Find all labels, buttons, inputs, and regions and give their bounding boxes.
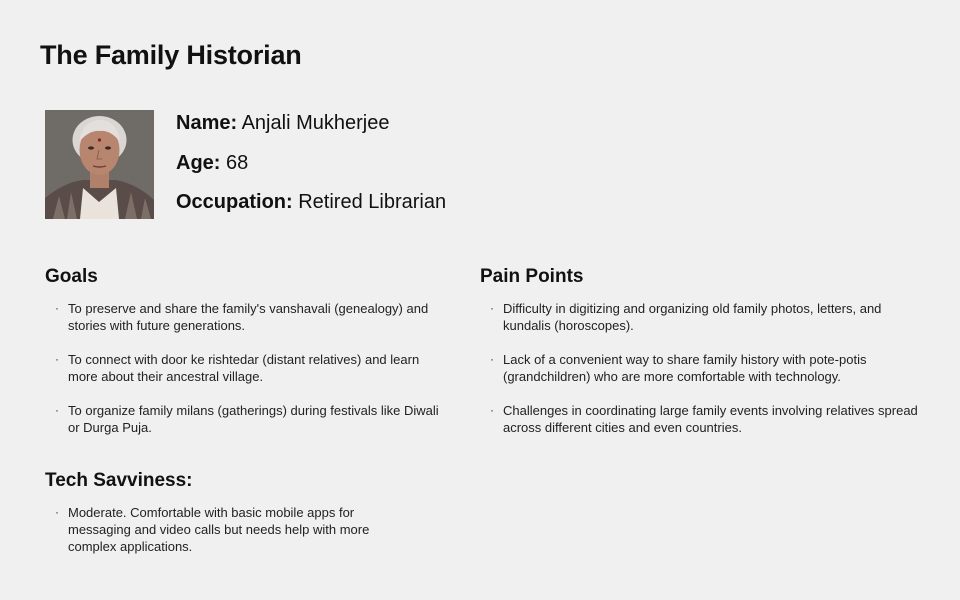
age-row [176,150,446,176]
list-item [45,300,440,334]
pain-point-text: Lack of a convenient way to share family history with pote-potis (grandchildren) who are more comfortable with technology. [503,352,867,384]
occupation-row [176,189,446,215]
goal-text: To connect with door ke rishtedar (distant relatives) and learn more about their ancestral village. [68,352,420,384]
age-label: Age: [176,151,221,174]
pain-point-text: Challenges in coordinating large family events involving relatives spread across different cities and even countries. [503,403,918,435]
name-row [176,110,446,136]
age-value: 68 [226,151,249,174]
list-item [480,300,920,334]
goals-heading: Goals [45,266,98,287]
list-item [45,351,440,385]
bullet-icon: · [490,301,494,315]
pain-point-text: Difficulty in digitizing and organizing old family photos, letters, and kundalis (horoscopes). [503,301,882,333]
bullet-icon: · [490,403,494,417]
name-value: Anjali Mukherjee [241,112,390,134]
profile-info [176,110,446,229]
pain-points-heading: Pain Points [480,266,584,287]
tech-text: Moderate. Comfortable with basic mobile apps for messaging and video calls but needs help with more complex applications. [68,505,370,554]
name-label: Name: [176,112,238,134]
list-item [45,504,405,555]
pain-points-list [480,300,920,453]
list-item [45,402,440,436]
bullet-icon: · [490,352,494,366]
goals-list [45,300,440,453]
occupation-label: Occupation: [176,191,293,213]
profile-photo [45,110,154,219]
elderly-woman-portrait-icon [45,110,154,219]
goal-text: To preserve and share the family's vanshavali (genealogy) and stories with future generations. [68,301,429,333]
list-item [480,402,920,436]
occupation-value: Retired Librarian [298,191,447,213]
bullet-icon: · [55,403,59,417]
tech-savviness-heading: Tech Savviness: [45,470,193,491]
list-item [480,351,920,385]
bullet-icon: · [55,505,59,519]
page-title: The Family Historian [40,40,302,70]
tech-savviness-list [45,504,405,572]
bullet-icon: · [55,352,59,366]
bullet-icon: · [55,301,59,315]
goal-text: To organize family milans (gatherings) during festivals like Diwali or Durga Puja. [68,403,439,435]
